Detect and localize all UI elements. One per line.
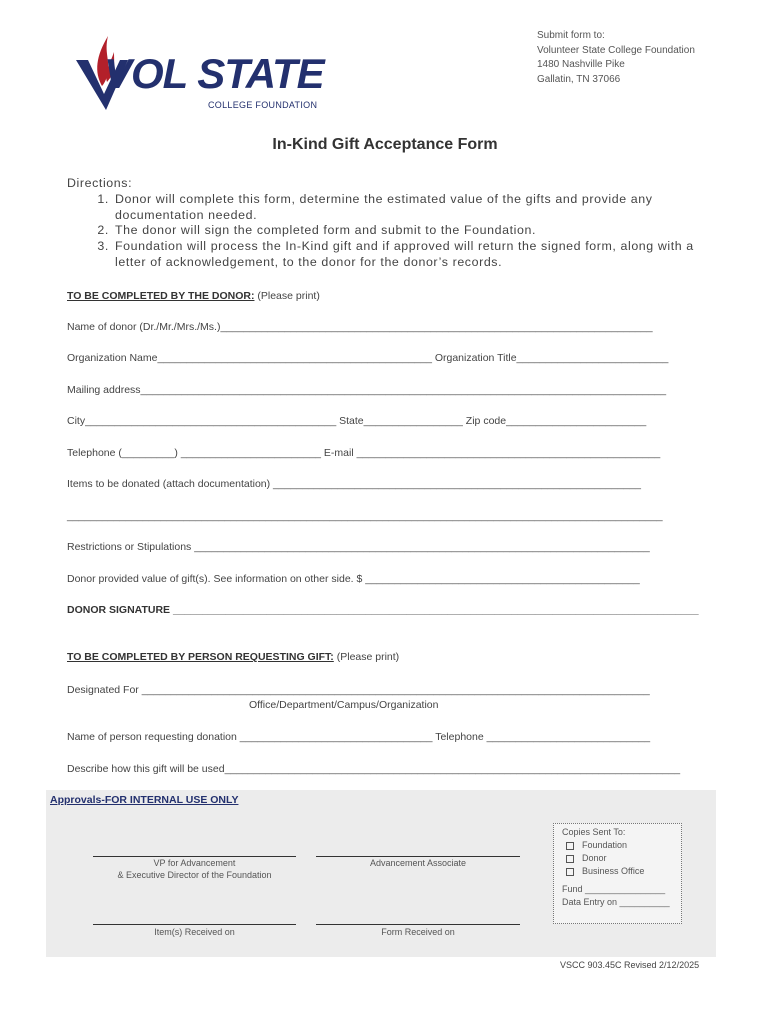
logo-subtitle: COLLEGE FOUNDATION <box>208 100 318 110</box>
logo-wordmark: VOL STATE <box>104 50 324 97</box>
associate-signature-line[interactable] <box>316 856 520 857</box>
vp-title: VP for Advancement <box>153 858 236 868</box>
form-received-line[interactable] <box>316 924 520 925</box>
requester-section-heading <box>67 651 399 663</box>
checkbox[interactable] <box>566 868 574 876</box>
copy-label: Business Office <box>582 866 645 876</box>
copies-sent-box <box>553 823 682 924</box>
items-received-caption: Item(s) Received on <box>154 927 235 937</box>
submit-line: Volunteer State College Foundation <box>537 44 695 56</box>
submit-line: 1480 Nashville Pike <box>537 59 625 70</box>
direction-item: 2. The donor will sign the completed form and submit to the Foundation. <box>113 223 707 239</box>
copy-label: Foundation <box>582 840 628 850</box>
copy-label: Donor <box>582 853 607 863</box>
associate-caption: Advancement Associate <box>369 858 467 868</box>
city-state-zip-field[interactable]: City___________________________________________ State_________________ Zip code________________________ <box>67 415 647 427</box>
donor-note: (Please print) <box>254 290 320 302</box>
donor-signature-field[interactable]: DONOR SIGNATURE __________________________________________________________________________________________ <box>67 604 699 616</box>
approvals-heading: Approvals-FOR INTERNAL USE ONLY <box>50 794 239 806</box>
direction-item: 1. Donor will complete this form, determine the estimated value of the gifts and provide any documentation needed. <box>113 192 707 224</box>
designated-for-field[interactable]: Designated For _______________________________________________________________________________________ <box>67 684 650 696</box>
vp-signature-line[interactable] <box>93 856 296 857</box>
organization-field[interactable]: Organization Name_______________________________________________ Organization Title__________________________ <box>67 352 669 364</box>
requester-note: (Please print) <box>333 651 400 663</box>
submit-line: Submit form to: <box>537 30 605 41</box>
copy-foundation <box>562 839 681 852</box>
restrictions-field[interactable]: Restrictions or Stipulations ______________________________________________________________________________ <box>67 541 650 553</box>
directions <box>67 176 707 271</box>
items-donated-field[interactable]: Items to be donated (attach documentation) _______________________________________________________________ <box>67 478 641 490</box>
checkbox[interactable] <box>566 855 574 863</box>
fund-field[interactable]: Fund ________________ <box>562 884 666 894</box>
submit-line: Gallatin, TN 37066 <box>537 73 621 85</box>
items-donated-extra-line[interactable]: ______________________________________________________________________________________________________ <box>67 510 663 522</box>
copy-donor <box>562 852 681 865</box>
vol-state-logo <box>74 34 344 114</box>
vp-caption <box>93 858 296 880</box>
donor-section-heading <box>67 290 320 302</box>
donor-name-field[interactable]: Name of donor (Dr./Mr./Mrs./Ms.)__________________________________________________________________________ <box>67 321 653 333</box>
form-revision-footer: VSCC 903.45C Revised 2/12/2025 <box>560 960 700 970</box>
telephone-email-field[interactable]: Telephone (_________) ________________________ E-mail ____________________________________________________ <box>67 447 661 459</box>
donor-value-field[interactable]: Donor provided value of gift(s). See information on other side. $ _______________________________________________ <box>67 573 640 585</box>
requester-heading: TO BE COMPLETED BY PERSON REQUESTING GIFT: <box>67 651 334 663</box>
vp-subtitle: & Executive Director of the Foundation <box>117 870 272 880</box>
copy-business-office <box>562 865 681 878</box>
items-received-line[interactable] <box>93 924 296 925</box>
data-entry-field[interactable]: Data Entry on __________ <box>562 897 670 907</box>
form-received-caption: Form Received on <box>381 927 455 937</box>
copies-heading: Copies Sent To: <box>562 827 626 837</box>
gift-use-field[interactable]: Describe how this gift will be used______________________________________________________________________________ <box>67 763 681 775</box>
directions-heading: Directions: <box>67 176 133 190</box>
checkbox[interactable] <box>566 842 574 850</box>
mailing-address-field[interactable]: Mailing address__________________________________________________________________________________________ <box>67 384 667 396</box>
submit-address <box>537 29 695 87</box>
direction-item: 3. Foundation will process the In-Kind gift and if approved will return the signed form, along with a letter of acknowledgement, to the donor for the donor’s records. <box>113 239 707 271</box>
donor-heading: TO BE COMPLETED BY THE DONOR: <box>67 290 255 302</box>
requester-name-field[interactable]: Name of person requesting donation _________________________________ Telephone ____________________________ <box>67 731 651 743</box>
designated-caption: Office/Department/Campus/Organization <box>249 699 439 711</box>
form-title: In-Kind Gift Acceptance Form <box>272 136 498 153</box>
